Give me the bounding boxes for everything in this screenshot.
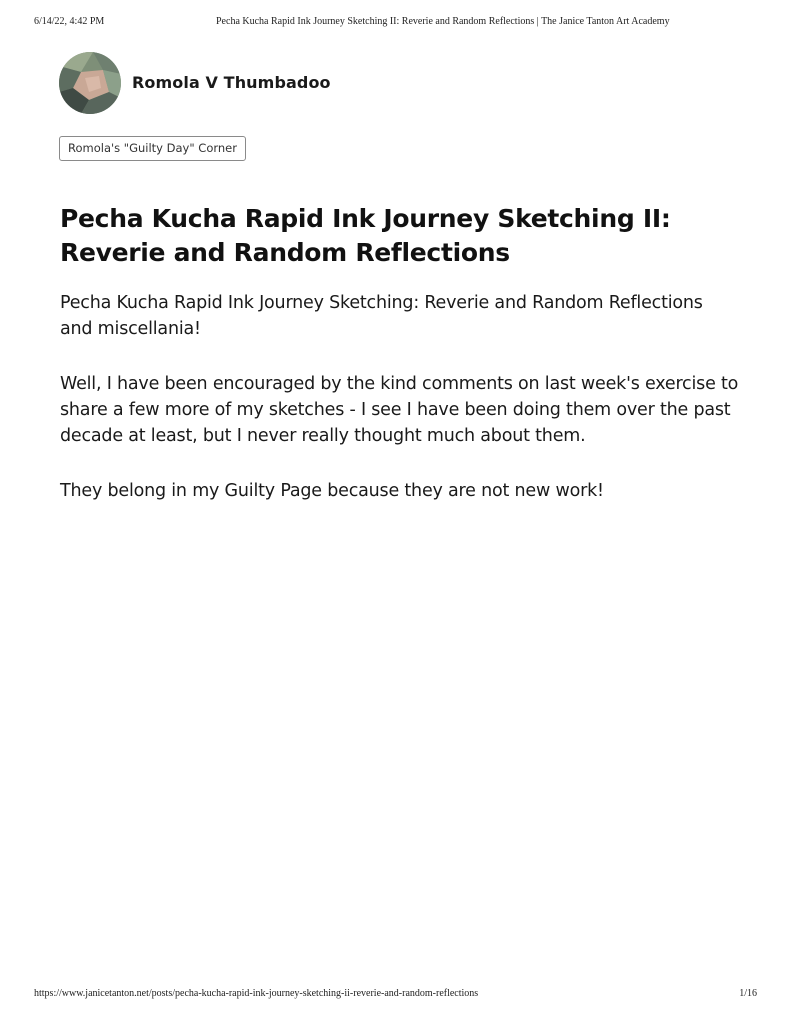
page-number: 1/16 [739, 988, 757, 999]
post-paragraph: Well, I have been encouraged by the kind comments on last week's exercise to share a few more of my sketches - I see I have been doing them over the past decade at least, but I never really thought much about them. [60, 374, 739, 446]
print-footer [0, 988, 791, 1002]
author-avatar[interactable] [59, 52, 121, 114]
author-block [59, 51, 331, 115]
post-paragraph: They belong in my Guilty Page because they are not new work! [60, 481, 604, 501]
post-title: Pecha Kucha Rapid Ink Journey Sketching II: Reverie and Random Reflections [60, 204, 671, 267]
print-datetime: 6/14/22, 4:42 PM [34, 16, 105, 27]
author-name[interactable]: Romola V Thumbadoo [132, 72, 331, 92]
avatar-image [59, 52, 121, 114]
print-url: https://www.janicetanton.net/posts/pecha-kucha-rapid-ink-journey-sketching-ii-reverie-and-random-reflections [34, 988, 479, 999]
print-header [0, 16, 791, 30]
print-page-title: Pecha Kucha Rapid Ink Journey Sketching II: Reverie and Random Reflections | The Janice Tanton Art Academy [216, 16, 670, 27]
category-tag[interactable]: Romola's "Guilty Day" Corner [59, 136, 246, 161]
post-body [60, 290, 740, 533]
post-paragraph: Pecha Kucha Rapid Ink Journey Sketching: Reverie and Random Reflections and miscellania! [60, 293, 703, 339]
